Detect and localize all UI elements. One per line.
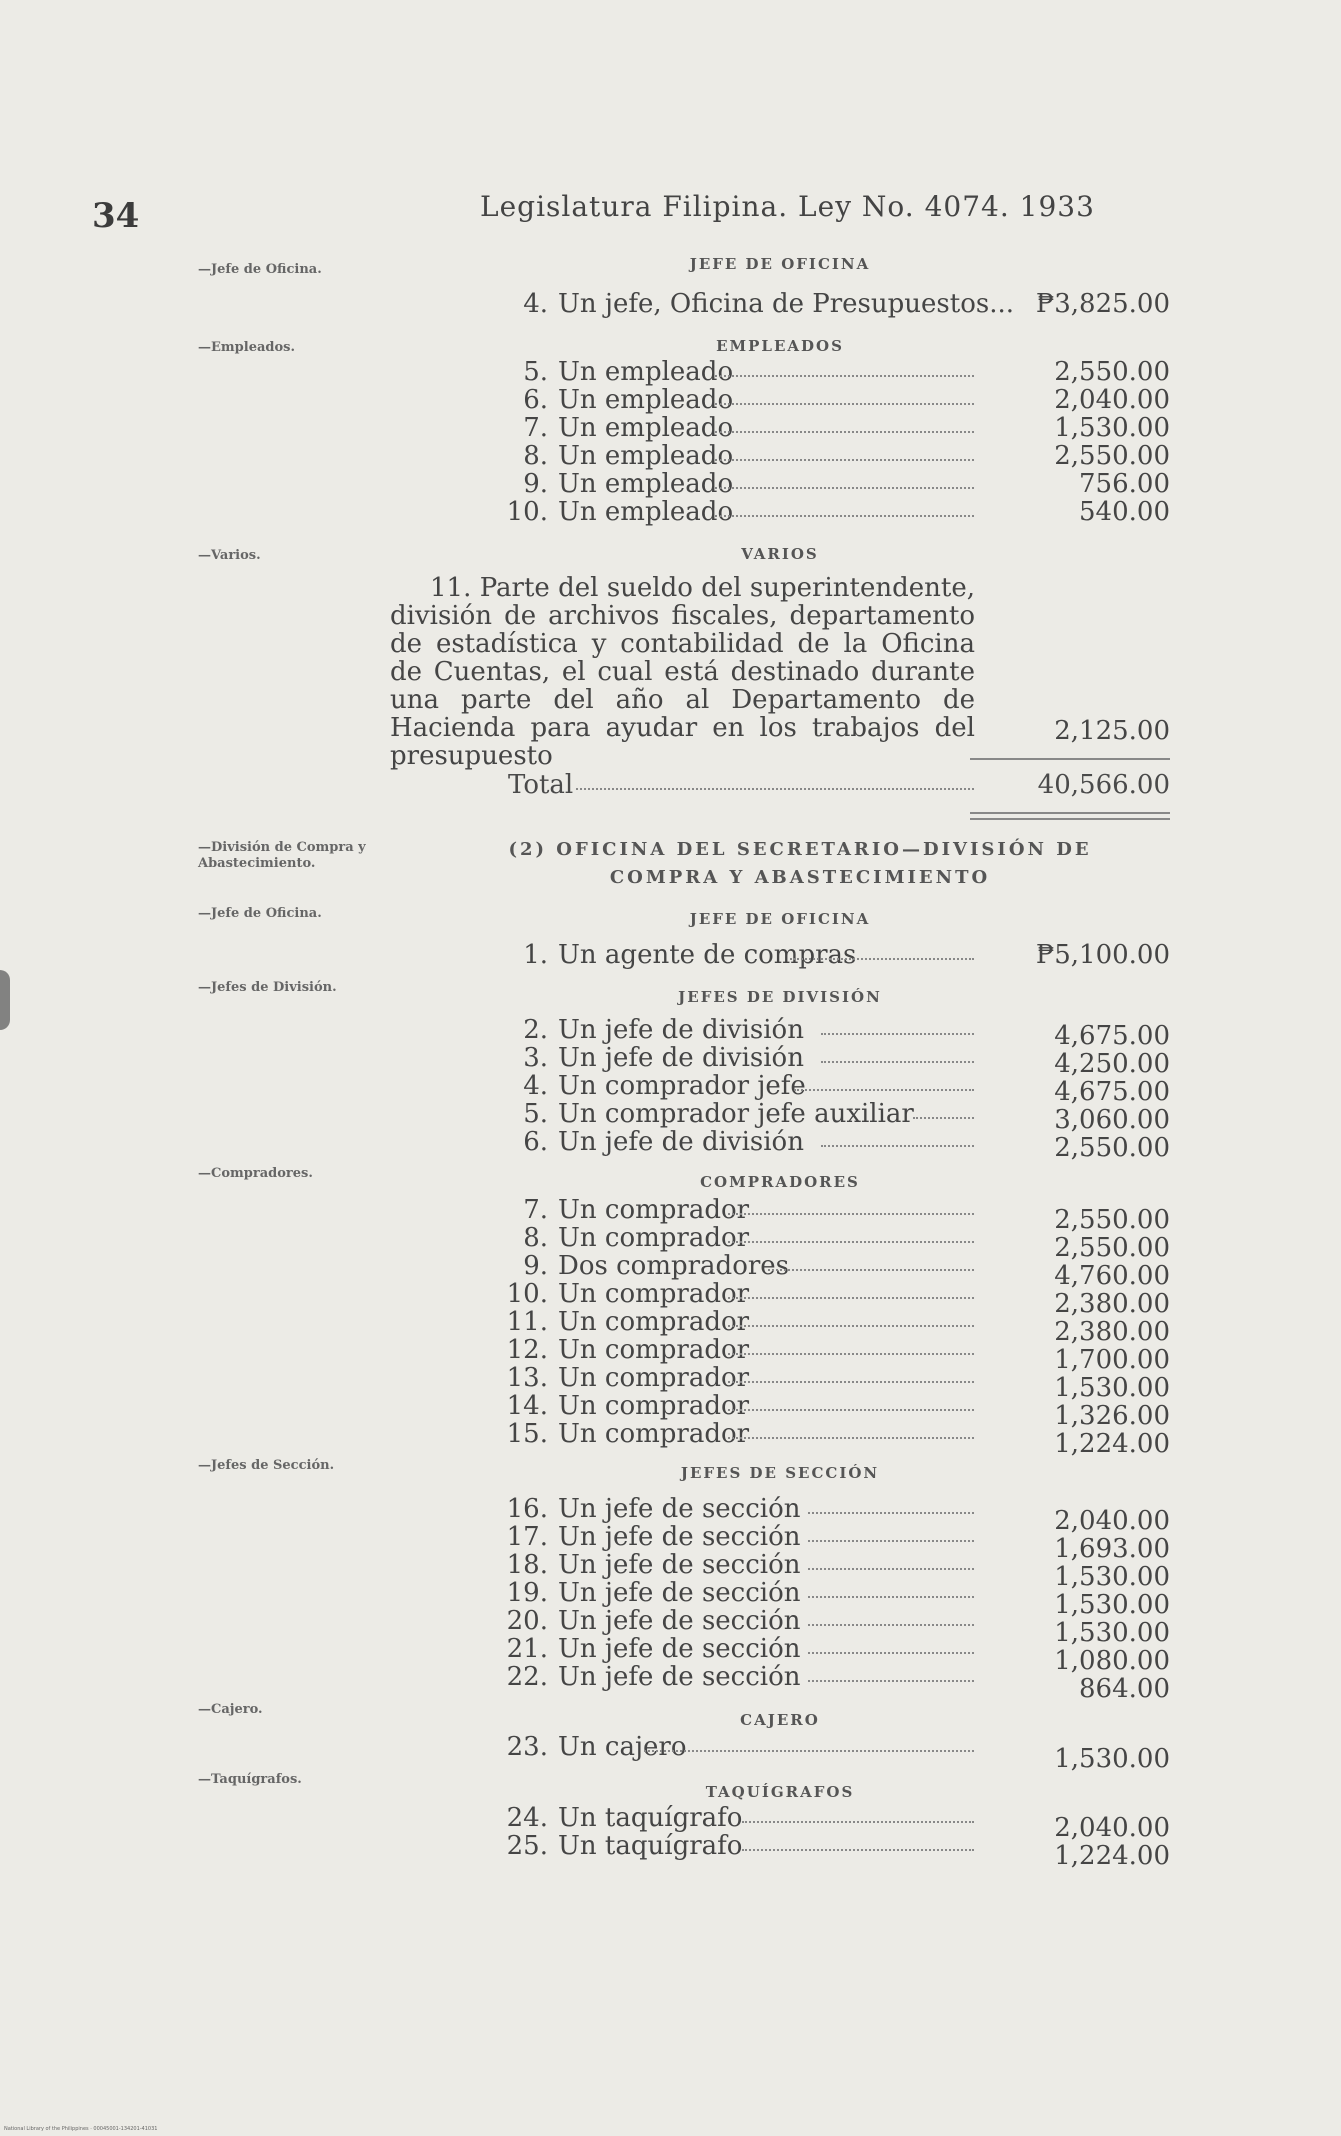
item-number: 20. (506, 1606, 548, 1636)
item-amount: 2,380.00 (1054, 1317, 1170, 1347)
double-rule-bottom (970, 818, 1170, 820)
item-number: 2. (523, 1015, 548, 1045)
item-number: 25. (506, 1831, 548, 1861)
margin-note-cajero: —Cajero. (198, 1702, 263, 1717)
budget-line (390, 1251, 1170, 1291)
page-number: 34 (92, 196, 140, 236)
budget-line (390, 1494, 1170, 1536)
leader-dots (913, 1117, 974, 1119)
budget-line (390, 1522, 1170, 1564)
leader-dots (728, 1297, 974, 1299)
item-number: 7. (523, 413, 548, 443)
leader-dots (715, 431, 974, 433)
budget-line (390, 1127, 1170, 1163)
margin-note-compradores: —Compradores. (198, 1166, 313, 1181)
item-amount: 4,760.00 (1054, 1261, 1170, 1291)
double-rule-top (970, 812, 1170, 814)
budget-line (390, 1732, 1170, 1774)
item-text: Un jefe de sección (558, 1494, 801, 1524)
item-text: Un jefe de sección (558, 1634, 801, 1664)
leader-dots (794, 1089, 974, 1091)
item-amount: 1,530.00 (1054, 1744, 1170, 1774)
item-number: 6. (523, 1127, 548, 1157)
item-number: 21. (506, 1634, 548, 1664)
budget-line (390, 413, 1170, 443)
leader-dots (715, 459, 974, 461)
item-text: Un comprador jefe auxiliar (558, 1099, 914, 1129)
item-number: 19. (506, 1578, 548, 1608)
item-text: Un jefe de sección (558, 1522, 801, 1552)
budget-line (390, 357, 1170, 387)
item-amount: 2,040.00 (1054, 1506, 1170, 1536)
item-amount: ₱5,100.00 (1035, 940, 1170, 970)
budget-line (390, 1363, 1170, 1403)
margin-note-jefes-division: —Jefes de División. (198, 980, 337, 995)
budget-line (390, 385, 1170, 415)
item-amount: 2,550.00 (1054, 1205, 1170, 1235)
budget-line (390, 1419, 1170, 1459)
item-text: Un comprador (558, 1307, 750, 1337)
leader-dots (808, 1680, 974, 1682)
leader-dots (821, 1033, 974, 1035)
item-number: 5. (523, 357, 548, 387)
item-number: 9. (523, 469, 548, 499)
item-number: 4. (523, 1071, 548, 1101)
item-amount: 2,550.00 (1054, 1233, 1170, 1263)
item-amount: 540.00 (1079, 497, 1170, 527)
item-amount: 2,040.00 (1054, 1813, 1170, 1843)
margin-note-empleados: —Empleados. (198, 340, 295, 355)
item-text: Un empleado (558, 441, 734, 471)
sum-rule (970, 758, 1170, 760)
item-amount: 4,250.00 (1054, 1049, 1170, 1079)
section-heading: JEFES DE DIVISIÓN (678, 988, 882, 1006)
item-text: Un empleado (558, 469, 734, 499)
item-text: Un jefe, Oficina de Presupuestos... (558, 289, 1015, 319)
item-text: Dos compradores (558, 1251, 790, 1281)
margin-note-jefe-oficina-2: —Jefe de Oficina. (198, 906, 322, 921)
item-text: Un comprador (558, 1391, 750, 1421)
item-amount: 4,675.00 (1054, 1077, 1170, 1107)
item-number: 13. (506, 1363, 548, 1393)
item-text: Un taquígrafo (558, 1803, 743, 1833)
budget-line (390, 1279, 1170, 1319)
item-text: Un taquígrafo (558, 1831, 743, 1861)
leader-dots (728, 1325, 974, 1327)
item-amount: 2,040.00 (1054, 385, 1170, 415)
item-number: 7. (523, 1195, 548, 1225)
budget-line (390, 497, 1170, 527)
item-text: Un cajero (558, 1732, 687, 1762)
budget-line (390, 1195, 1170, 1235)
section-heading: JEFE DE OFICINA (689, 255, 871, 273)
leader-dots (808, 1512, 974, 1514)
budget-line (390, 1634, 1170, 1676)
budget-line (390, 1578, 1170, 1620)
item-number: 16. (506, 1494, 548, 1524)
item-number: 10. (506, 497, 548, 527)
item-text: Un comprador (558, 1223, 750, 1253)
leader-dots (821, 1145, 974, 1147)
leader-dots (790, 958, 974, 960)
item-number: 15. (506, 1419, 548, 1449)
item-number: 11. (506, 1307, 548, 1337)
item-amount: 1,224.00 (1054, 1841, 1170, 1871)
item-amount: 1,326.00 (1054, 1401, 1170, 1431)
budget-line (390, 1391, 1170, 1431)
budget-line (390, 1099, 1170, 1135)
section-heading: COMPRADORES (700, 1173, 860, 1191)
item-number: 24. (506, 1803, 548, 1833)
item-amount: 2,550.00 (1054, 441, 1170, 471)
item-amount: 2,550.00 (1054, 357, 1170, 387)
margin-note-jefe-oficina: —Jefe de Oficina. (198, 262, 322, 277)
margin-note-jefes-seccion: —Jefes de Sección. (198, 1458, 335, 1473)
leader-dots (715, 487, 974, 489)
margin-note-varios: —Varios. (198, 548, 261, 563)
leader-dots (728, 1409, 974, 1411)
budget-line (390, 1606, 1170, 1648)
item-text: Un empleado (558, 357, 734, 387)
item-number: 14. (506, 1391, 548, 1421)
budget-line (390, 1043, 1170, 1079)
section-heading: CAJERO (740, 1711, 820, 1729)
budget-line (390, 1803, 1170, 1843)
item-number: 23. (506, 1732, 548, 1762)
item-text: Un comprador (558, 1195, 750, 1225)
leader-dots (576, 788, 974, 790)
budget-line (390, 1015, 1170, 1051)
budget-line (390, 1223, 1170, 1263)
item-amount: 1,080.00 (1054, 1646, 1170, 1676)
leader-dots (715, 375, 974, 377)
section-heading: VARIOS (741, 545, 819, 563)
item-number: 22. (506, 1662, 548, 1692)
item-text: Un jefe de sección (558, 1550, 801, 1580)
binding-shadow (0, 970, 10, 1030)
item-amount: 1,530.00 (1054, 413, 1170, 443)
item-text: Un empleado (558, 385, 734, 415)
budget-line (390, 1831, 1170, 1871)
item-text: Un jefe de sección (558, 1662, 801, 1692)
total-amount: 40,566.00 (1037, 770, 1170, 800)
item-text: Un jefe de división (558, 1015, 804, 1045)
budget-line (390, 940, 1170, 970)
leader-dots (808, 1596, 974, 1598)
item-amount: 1,224.00 (1054, 1429, 1170, 1459)
item-text: Un comprador (558, 1363, 750, 1393)
budget-line (390, 289, 1170, 319)
division-title-line2: COMPRA Y ABASTECIMIENTO (609, 867, 991, 888)
item-amount: 2,550.00 (1054, 1133, 1170, 1163)
item-text: Un comprador jefe (558, 1071, 806, 1101)
budget-line (390, 1307, 1170, 1347)
budget-line (390, 1335, 1170, 1375)
item-text: Un comprador (558, 1335, 750, 1365)
section-heading: JEFES DE SECCIÓN (680, 1464, 880, 1482)
budget-line (390, 1662, 1170, 1704)
leader-dots (728, 1437, 974, 1439)
item-amount: 1,530.00 (1054, 1618, 1170, 1648)
item-text: Un jefe de sección (558, 1578, 801, 1608)
leader-dots (644, 1750, 974, 1752)
item-number: 12. (506, 1335, 548, 1365)
item-number: 10. (506, 1279, 548, 1309)
item-number: 6. (523, 385, 548, 415)
item-amount: 1,700.00 (1054, 1345, 1170, 1375)
division-title-line1: (2) OFICINA DEL SECRETARIO—DIVISIÓN DE (508, 839, 1092, 860)
varios-amount: 2,125.00 (1054, 716, 1170, 746)
varios-paragraph: 11. Parte del sueldo del superintendente, división de archivos fiscales, departamento de estadística y contabilidad de la Oficina de Cuentas, el cual está destinado durante una parte del año al Departamento de Hacienda para ayudar en los trabajos del presupuesto (390, 573, 975, 771)
budget-line (390, 469, 1170, 499)
item-number: 5. (523, 1099, 548, 1129)
budget-line (390, 1550, 1170, 1592)
total-line (390, 770, 1170, 800)
item-amount: 1,530.00 (1054, 1562, 1170, 1592)
item-text: Un empleado (558, 413, 734, 443)
leader-dots (728, 1353, 974, 1355)
item-number: 9. (523, 1251, 548, 1281)
item-number: 8. (523, 441, 548, 471)
margin-note-division: —División de Compra y Abastecimiento. (198, 840, 366, 871)
item-number: 1. (523, 940, 548, 970)
section-heading: JEFE DE OFICINA (689, 910, 871, 928)
leader-dots (808, 1568, 974, 1570)
leader-dots (715, 515, 974, 517)
leader-dots (742, 1849, 974, 1851)
item-text: Un agente de compras (558, 940, 857, 970)
item-text: Un comprador (558, 1279, 750, 1309)
item-number: 3. (523, 1043, 548, 1073)
leader-dots (728, 1241, 974, 1243)
footer-credit: National Library of the Philippines · 00045001-134201-41031 (4, 2126, 158, 2132)
leader-dots (808, 1540, 974, 1542)
item-text: Un jefe de división (558, 1127, 804, 1157)
leader-dots (808, 1652, 974, 1654)
item-number: 4. (523, 289, 548, 319)
item-text: Un jefe de sección (558, 1606, 801, 1636)
leader-dots (728, 1381, 974, 1383)
leader-dots (728, 1213, 974, 1215)
item-amount: 1,693.00 (1054, 1534, 1170, 1564)
item-amount: ₱3,825.00 (1035, 289, 1170, 319)
section-heading: EMPLEADOS (716, 337, 844, 355)
item-text: Un empleado (558, 497, 734, 527)
budget-line (390, 1071, 1170, 1107)
item-amount: 864.00 (1079, 1674, 1170, 1704)
leader-dots (742, 1821, 974, 1823)
item-amount: 756.00 (1079, 469, 1170, 499)
margin-note-taquigrafos: —Taquígrafos. (198, 1772, 302, 1787)
running-head: Legislatura Filipina. Ley No. 4074. 1933 (480, 190, 1095, 223)
item-text: Un jefe de división (558, 1043, 804, 1073)
leader-dots (808, 1624, 974, 1626)
item-number: 8. (523, 1223, 548, 1253)
budget-line (390, 441, 1170, 471)
item-amount: 4,675.00 (1054, 1021, 1170, 1051)
item-amount: 3,060.00 (1054, 1105, 1170, 1135)
total-label: Total (508, 770, 574, 800)
item-text: Un comprador (558, 1419, 750, 1449)
item-amount: 2,380.00 (1054, 1289, 1170, 1319)
leader-dots (821, 1061, 974, 1063)
item-number: 18. (506, 1550, 548, 1580)
leader-dots (715, 403, 974, 405)
item-number: 17. (506, 1522, 548, 1552)
item-amount: 1,530.00 (1054, 1373, 1170, 1403)
item-amount: 1,530.00 (1054, 1590, 1170, 1620)
leader-dots (768, 1269, 974, 1271)
section-heading: TAQUÍGRAFOS (705, 1783, 855, 1801)
